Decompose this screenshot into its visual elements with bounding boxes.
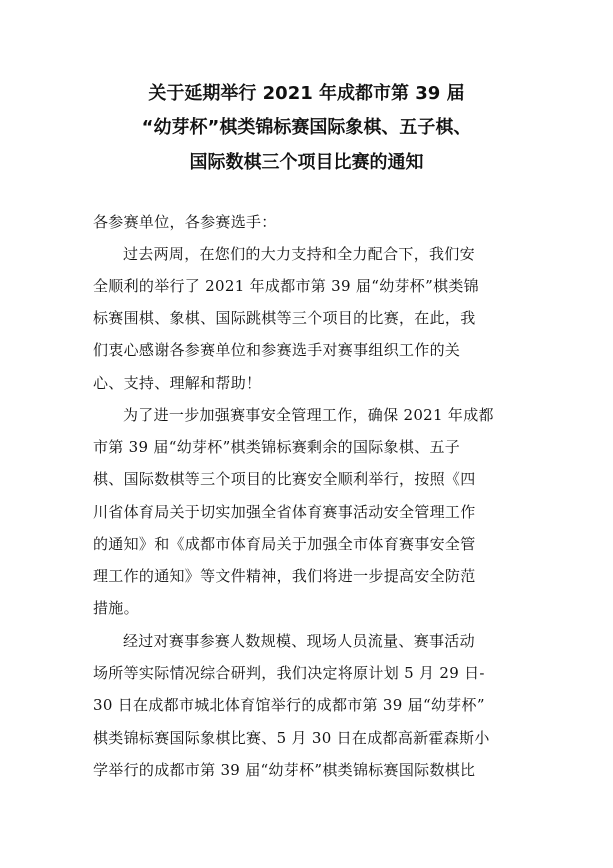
title-line-3: 国际数棋三个项目比赛的通知 <box>189 152 424 173</box>
paragraph-2-line: 市第 39 届“幼芽杯”棋类锦标赛剩余的国际象棋、五子 <box>93 438 461 456</box>
title-line-2: “幼芽杯”棋类锦标赛国际象棋、五子棋、 <box>141 117 472 138</box>
salutation: 各参赛单位，各参赛选手： <box>93 213 277 231</box>
paragraph-3-line: 30 日在成都市城北体育馆举行的成都市第 39 届“幼芽杯” <box>93 696 485 714</box>
paragraph-1-line: 们衷心感谢各参赛单位和参赛选手对赛事组织工作的关 <box>93 341 461 359</box>
paragraph-1-line: 过去两周，在您们的大力支持和全力配合下，我们安 <box>123 245 475 263</box>
paragraph-3-line: 棋类锦标赛国际象棋比赛、5 月 30 日在成都高新霍森斯小 <box>93 729 490 747</box>
paragraph-2-line: 棋、国际数棋等三个项目的比赛安全顺利举行，按照《四 <box>93 470 476 488</box>
title-line-1: 关于延期举行 2021 年成都市第 39 届 <box>148 83 465 104</box>
paragraph-1-line: 心、支持、理解和帮助！ <box>93 374 262 392</box>
paragraph-3-line: 经过对赛事参赛人数规模、现场人员流量、赛事活动 <box>123 632 475 650</box>
paragraph-2-line: 措施。 <box>93 599 139 617</box>
paragraph-3-line: 学举行的成都市第 39 届“幼芽杯”棋类锦标赛国际数棋比 <box>93 761 476 779</box>
paragraph-2-line: 理工作的通知》等文件精神，我们将进一步提高安全防范 <box>93 567 476 585</box>
paragraph-2-line: 为了进一步加强赛事安全管理工作，确保 2021 年成都 <box>123 406 494 424</box>
paragraph-2-line: 的通知》和《成都市体育局关于加强全市体育赛事安全管 <box>93 535 476 553</box>
paragraph-2-line: 川省体育局关于切实加强全省体育赛事活动安全管理工作 <box>93 503 476 521</box>
paragraph-3-line: 场所等实际情况综合研判，我们决定将原计划 5 月 29 日- <box>93 664 485 682</box>
paragraph-1-line: 全顺利的举行了 2021 年成都市第 39 届“幼芽杯”棋类锦 <box>93 277 479 295</box>
paragraph-1-line: 标赛围棋、象棋、国际跳棋等三个项目的比赛，在此，我 <box>93 309 476 327</box>
